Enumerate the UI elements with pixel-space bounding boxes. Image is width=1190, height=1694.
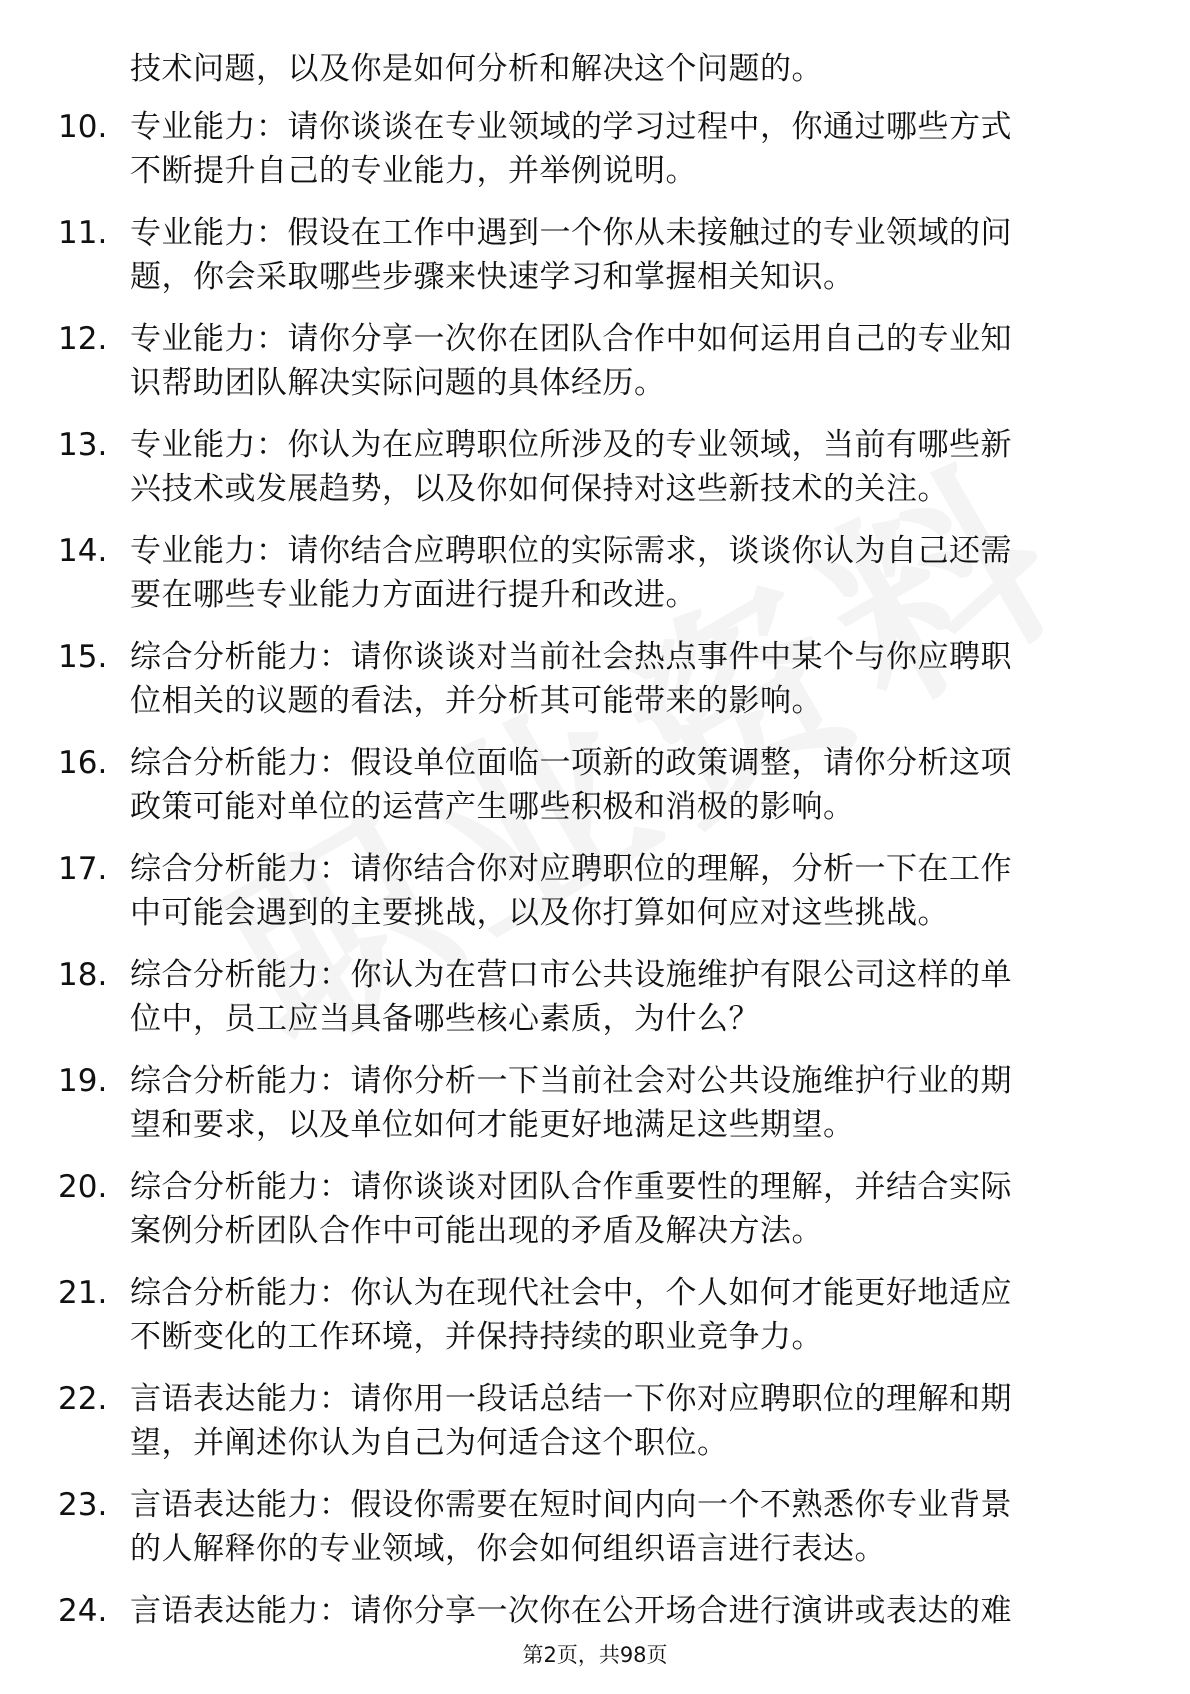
question-item — [0, 422, 1190, 528]
question-item — [0, 1270, 1190, 1376]
question-text-line1: 综合分析能力：请你谈谈对团队合作重要性的理解，并结合实际 — [130, 1169, 1012, 1205]
question-text-line2: 不断变化的工作环境，并保持持续的职业竞争力。 — [130, 1319, 823, 1355]
question-item — [0, 634, 1190, 740]
question-number: 10. — [58, 109, 108, 145]
page-footer: 第2页，共98页 — [522, 1643, 668, 1667]
question-text-line1: 综合分析能力：你认为在现代社会中，个人如何才能更好地适应 — [130, 1275, 1012, 1311]
question-item — [0, 740, 1190, 846]
question-number: 22. — [58, 1381, 108, 1417]
question-number: 24. — [58, 1593, 108, 1629]
question-text-line2: 位相关的议题的看法，并分析其可能带来的影响。 — [130, 683, 823, 719]
question-number: 19. — [58, 1063, 108, 1099]
question-text-line1: 专业能力：请你谈谈在专业领域的学习过程中，你通过哪些方式 — [130, 109, 1012, 145]
question-text-line1: 综合分析能力：请你结合你对应聘职位的理解，分析一下在工作 — [130, 851, 1012, 887]
question-number: 17. — [58, 851, 108, 887]
question-text-line1: 综合分析能力：你认为在营口市公共设施维护有限公司这样的单 — [130, 957, 1012, 993]
question-number: 16. — [58, 745, 108, 781]
question-text-line1: 言语表达能力：请你用一段话总结一下你对应聘职位的理解和期 — [130, 1381, 1012, 1417]
question-item — [0, 846, 1190, 952]
question-number: 23. — [58, 1487, 108, 1523]
question-text-line2: 政策可能对单位的运营产生哪些积极和消极的影响。 — [130, 789, 855, 825]
question-text-line2: 案例分析团队合作中可能出现的矛盾及解决方法。 — [130, 1213, 823, 1249]
question-text-line2: 望和要求，以及单位如何才能更好地满足这些期望。 — [130, 1107, 855, 1143]
question-text-line1: 综合分析能力：假设单位面临一项新的政策调整，请你分析这项 — [130, 745, 1012, 781]
question-number: 11. — [58, 215, 108, 251]
question-number: 18. — [58, 957, 108, 993]
question-text-line2: 望，并阐述你认为自己为何适合这个职位。 — [130, 1425, 729, 1461]
question-item — [0, 1376, 1190, 1482]
question-text-line2: 要在哪些专业能力方面进行提升和改进。 — [130, 577, 697, 613]
question-number: 21. — [58, 1275, 108, 1311]
continuation-text: 技术问题，以及你是如何分析和解决这个问题的。 — [130, 51, 823, 87]
question-text-line1: 言语表达能力：假设你需要在短时间内向一个不熟悉你专业背景 — [130, 1487, 1012, 1523]
question-number: 13. — [58, 427, 108, 463]
question-number: 12. — [58, 321, 108, 357]
question-text-line1: 专业能力：请你分享一次你在团队合作中如何运用自己的专业知 — [130, 321, 1012, 357]
question-text-line2: 不断提升自己的专业能力，并举例说明。 — [130, 153, 697, 189]
question-item — [0, 1058, 1190, 1164]
question-item — [0, 316, 1190, 422]
question-text-line1: 综合分析能力：请你谈谈对当前社会热点事件中某个与你应聘职 — [130, 639, 1012, 675]
question-text-line2: 题，你会采取哪些步骤来快速学习和掌握相关知识。 — [130, 259, 855, 295]
question-text-line2: 位中，员工应当具备哪些核心素质，为什么？ — [130, 1001, 760, 1037]
question-text-line1: 专业能力：你认为在应聘职位所涉及的专业领域，当前有哪些新 — [130, 427, 1012, 463]
question-number: 20. — [58, 1169, 108, 1205]
question-item — [0, 528, 1190, 634]
question-text-line2: 识帮助团队解决实际问题的具体经历。 — [130, 365, 666, 401]
question-number: 15. — [58, 639, 108, 675]
question-item — [0, 104, 1190, 210]
question-text-line1: 综合分析能力：请你分析一下当前社会对公共设施维护行业的期 — [130, 1063, 1012, 1099]
question-item — [0, 1482, 1190, 1588]
question-text-line1: 专业能力：假设在工作中遇到一个你从未接触过的专业领域的问 — [130, 215, 1012, 251]
question-text-line2: 兴技术或发展趋势，以及你如何保持对这些新技术的关注。 — [130, 471, 949, 507]
question-list — [0, 104, 1190, 1694]
question-text-line1: 专业能力：请你结合应聘职位的实际需求，谈谈你认为自己还需 — [130, 533, 1012, 569]
question-text-line2: 中可能会遇到的主要挑战，以及你打算如何应对这些挑战。 — [130, 895, 949, 931]
question-text-line1: 言语表达能力：请你分享一次你在公开场合进行演讲或表达的难 — [130, 1593, 1012, 1629]
question-item — [0, 1164, 1190, 1270]
question-text-line2: 的人解释你的专业领域，你会如何组织语言进行表达。 — [130, 1531, 886, 1567]
question-item — [0, 210, 1190, 316]
question-number: 14. — [58, 533, 108, 569]
question-item — [0, 952, 1190, 1058]
